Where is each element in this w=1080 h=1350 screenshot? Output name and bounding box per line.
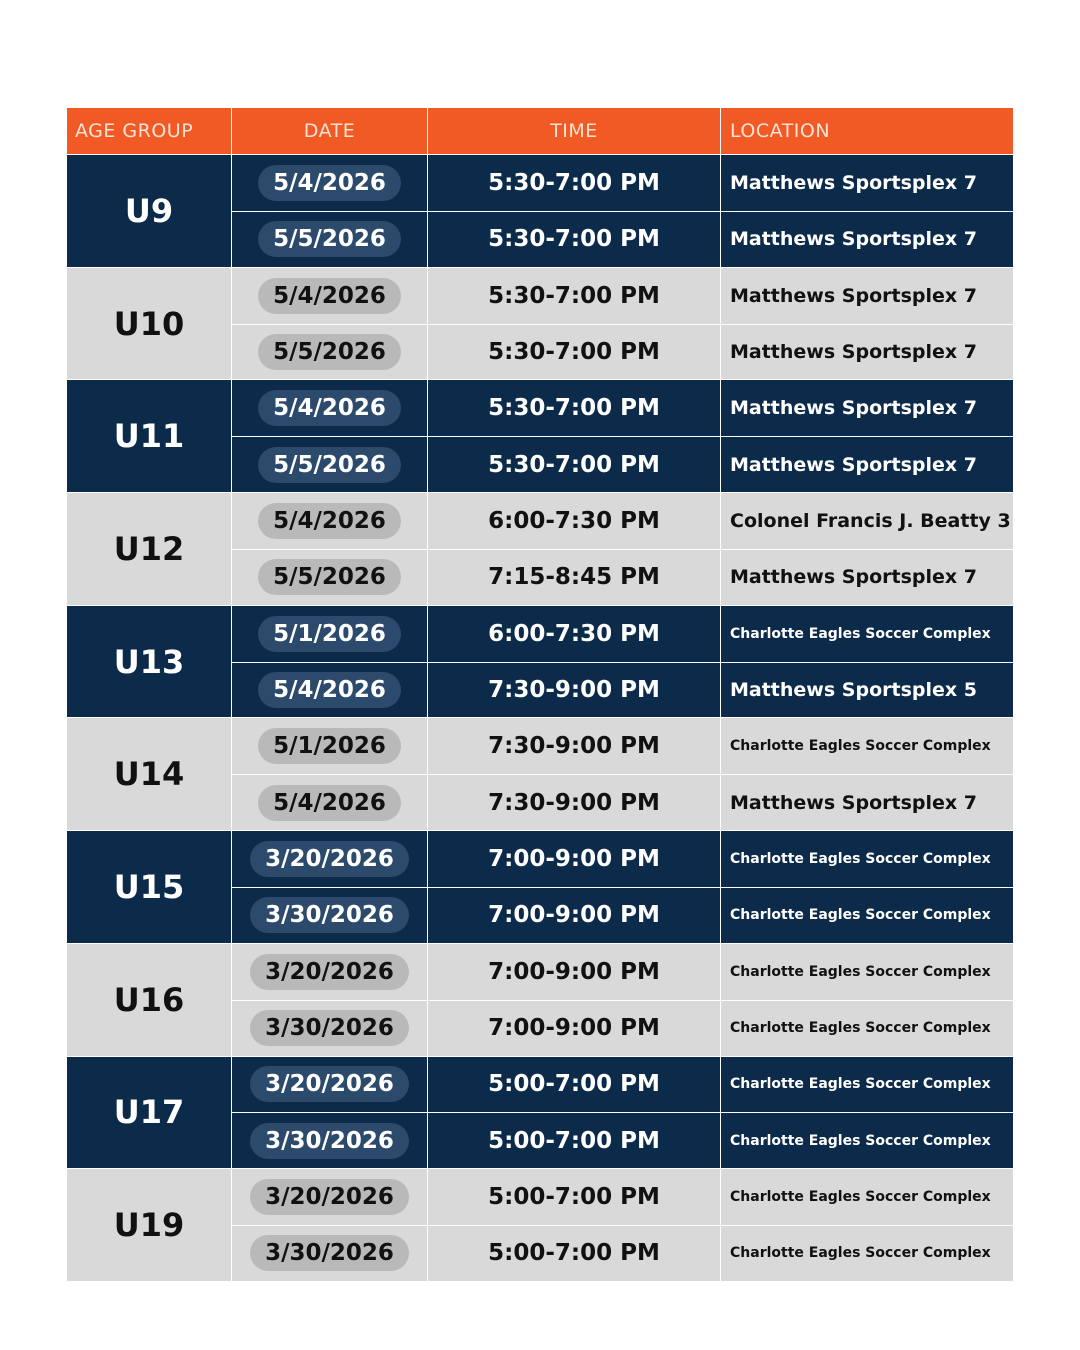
location-cell: Matthews Sportsplex 7 [730,453,977,476]
session-rows [232,155,1013,267]
date-cell [232,550,428,605]
date-cell [232,1057,428,1113]
age-group-label: U15 [67,831,232,943]
location-cell: Matthews Sportsplex 7 [730,397,977,420]
session-rows [232,944,1013,1056]
date-cell [232,212,428,267]
date-cell [232,775,428,830]
date-pill: 5/5/2026 [258,447,401,483]
age-group-label: U14 [67,718,232,830]
age-group-label: U17 [67,1057,232,1169]
date-cell [232,380,428,436]
age-group-label: U12 [67,493,232,605]
header-time: TIME [428,108,721,154]
location-cell: Charlotte Eagles Soccer Complex [730,851,991,868]
date-pill: 5/5/2026 [258,334,401,370]
age-group-block [67,1056,1013,1169]
age-group-block [67,267,1013,380]
date-cell [232,888,428,943]
age-group-label: U11 [67,380,232,492]
table-row [232,1225,1013,1281]
table-body [67,154,1013,1281]
date-pill: 5/5/2026 [258,559,401,595]
date-cell [232,268,428,324]
time-cell: 7:00-9:00 PM [428,1001,721,1056]
location-cell: Matthews Sportsplex 7 [730,284,977,307]
date-cell [232,944,428,1000]
date-pill: 3/20/2026 [250,841,409,877]
time-cell: 5:30-7:00 PM [428,268,721,324]
location-cell: Charlotte Eagles Soccer Complex [730,1245,991,1262]
date-pill: 3/20/2026 [250,1179,409,1215]
session-rows [232,268,1013,380]
date-cell [232,493,428,549]
time-cell: 7:30-9:00 PM [428,775,721,830]
date-pill: 5/4/2026 [258,278,401,314]
location-cell: Charlotte Eagles Soccer Complex [730,907,991,924]
date-pill: 3/30/2026 [250,1123,409,1159]
table-row [232,493,1013,549]
table-header [67,108,1013,154]
header-location: LOCATION [730,120,831,142]
table-row [232,1057,1013,1113]
date-pill: 3/30/2026 [250,1235,409,1271]
table-row [232,211,1013,267]
header-date: DATE [232,108,428,154]
location-cell: Colonel Francis J. Beatty 3 [730,509,1011,532]
table-row [232,718,1013,774]
location-cell: Charlotte Eagles Soccer Complex [730,1132,991,1149]
session-rows [232,606,1013,718]
session-rows [232,380,1013,492]
location-cell: Matthews Sportsplex 5 [730,679,977,702]
table-row [232,268,1013,324]
age-group-block [67,830,1013,943]
location-cell: Matthews Sportsplex 7 [730,791,977,814]
time-cell: 5:30-7:00 PM [428,380,721,436]
time-cell: 7:00-9:00 PM [428,831,721,887]
date-pill: 3/30/2026 [250,897,409,933]
time-cell: 7:30-9:00 PM [428,718,721,774]
time-cell: 7:00-9:00 PM [428,888,721,943]
table-row [232,1112,1013,1168]
date-cell [232,663,428,718]
time-cell: 7:30-9:00 PM [428,663,721,718]
age-group-block [67,492,1013,605]
time-cell: 5:00-7:00 PM [428,1169,721,1225]
time-cell: 5:30-7:00 PM [428,212,721,267]
session-rows [232,1169,1013,1281]
time-cell: 5:00-7:00 PM [428,1113,721,1168]
age-group-label: U16 [67,944,232,1056]
date-pill: 5/1/2026 [258,616,401,652]
date-pill: 5/4/2026 [258,785,401,821]
location-cell: Charlotte Eagles Soccer Complex [730,1020,991,1037]
table-row [232,887,1013,943]
session-rows [232,1057,1013,1169]
age-group-block [67,605,1013,718]
time-cell: 7:00-9:00 PM [428,944,721,1000]
table-row [232,155,1013,211]
time-cell: 5:00-7:00 PM [428,1057,721,1113]
table-row [232,324,1013,380]
date-cell [232,606,428,662]
table-row [232,1000,1013,1056]
age-group-block [67,1168,1013,1281]
table-row [232,944,1013,1000]
time-cell: 5:30-7:00 PM [428,325,721,380]
session-rows [232,493,1013,605]
header-age-group: AGE GROUP [67,108,232,154]
location-cell: Matthews Sportsplex 7 [730,228,977,251]
location-cell: Matthews Sportsplex 7 [730,171,977,194]
table-row [232,606,1013,662]
date-cell [232,1169,428,1225]
age-group-block [67,717,1013,830]
date-cell [232,1113,428,1168]
session-rows [232,718,1013,830]
age-group-block [67,379,1013,492]
table-row [232,380,1013,436]
age-group-label: U13 [67,606,232,718]
location-cell: Matthews Sportsplex 7 [730,566,977,589]
time-cell: 5:30-7:00 PM [428,155,721,211]
table-row [232,1169,1013,1225]
date-pill: 5/1/2026 [258,728,401,764]
time-cell: 5:30-7:00 PM [428,437,721,492]
time-cell: 6:00-7:30 PM [428,606,721,662]
location-cell: Charlotte Eagles Soccer Complex [730,1076,991,1093]
age-group-block [67,943,1013,1056]
date-pill: 5/5/2026 [258,221,401,257]
age-group-label: U9 [67,155,232,267]
date-pill: 5/4/2026 [258,672,401,708]
date-cell [232,325,428,380]
age-group-label: U10 [67,268,232,380]
date-cell [232,831,428,887]
age-group-label: U19 [67,1169,232,1281]
location-cell: Matthews Sportsplex 7 [730,340,977,363]
date-cell [232,718,428,774]
table-row [232,831,1013,887]
date-pill: 5/4/2026 [258,165,401,201]
date-pill: 3/30/2026 [250,1010,409,1046]
schedule-table [67,108,1013,1281]
session-rows [232,831,1013,943]
date-pill: 3/20/2026 [250,954,409,990]
time-cell: 6:00-7:30 PM [428,493,721,549]
table-row [232,662,1013,718]
date-cell [232,437,428,492]
time-cell: 5:00-7:00 PM [428,1226,721,1281]
date-pill: 5/4/2026 [258,503,401,539]
table-row [232,549,1013,605]
date-cell [232,1001,428,1056]
table-row [232,774,1013,830]
date-pill: 3/20/2026 [250,1066,409,1102]
location-cell: Charlotte Eagles Soccer Complex [730,625,991,642]
location-cell: Charlotte Eagles Soccer Complex [730,738,991,755]
location-cell: Charlotte Eagles Soccer Complex [730,963,991,980]
age-group-block [67,154,1013,267]
date-cell [232,1226,428,1281]
table-row [232,436,1013,492]
location-cell: Charlotte Eagles Soccer Complex [730,1189,991,1206]
date-pill: 5/4/2026 [258,390,401,426]
time-cell: 7:15-8:45 PM [428,550,721,605]
date-cell [232,155,428,211]
